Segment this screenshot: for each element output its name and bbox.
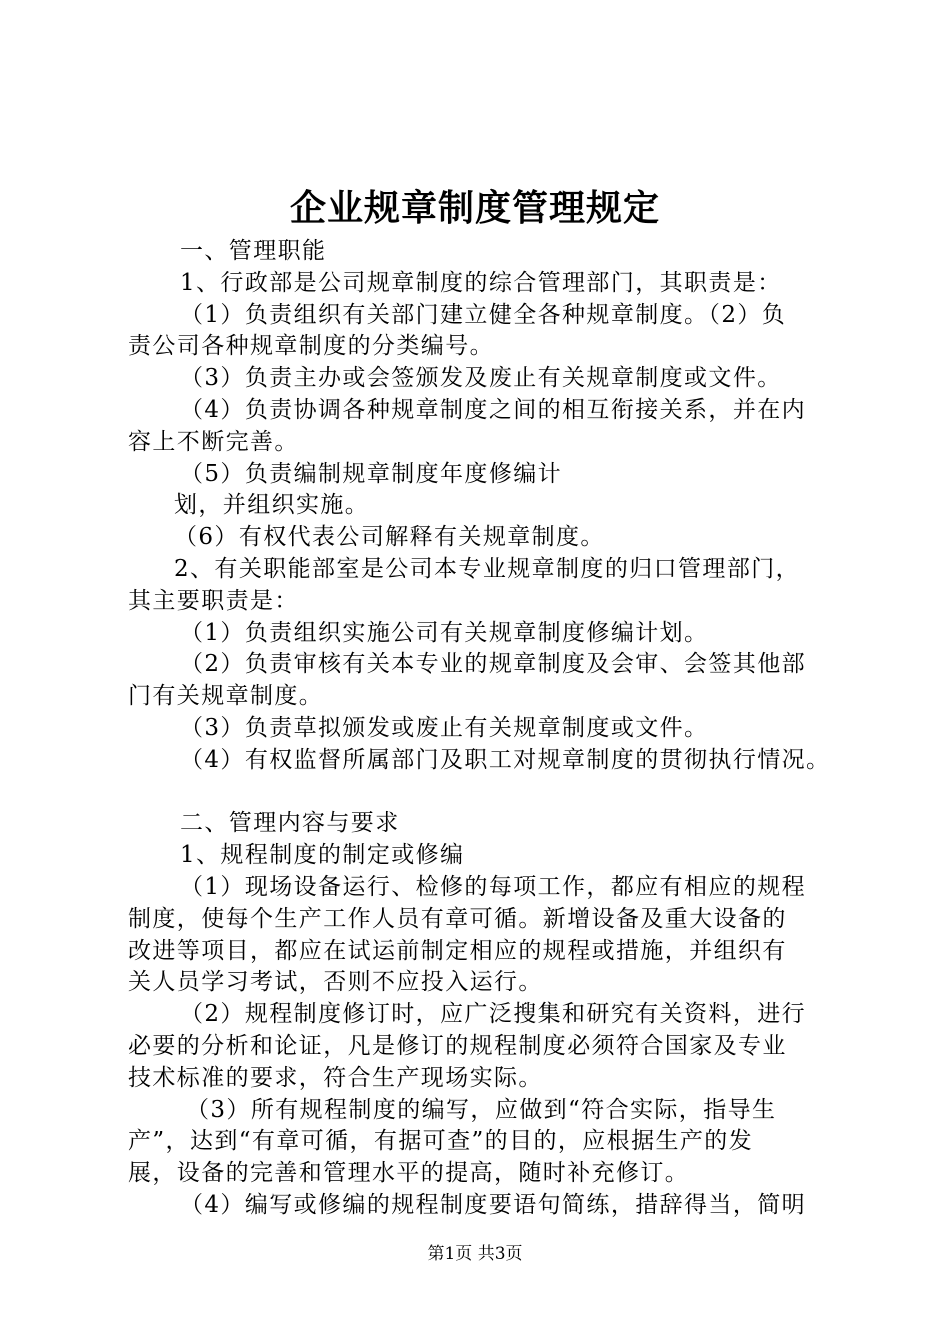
- paragraph-line: （2）规程制度修订时，应广泛搜集和研究有关资料，进行: [180, 1001, 807, 1028]
- paragraph-line: 改进等项目，都应在试运前制定相应的规程或措施，并组织有: [128, 937, 787, 964]
- paragraph-line: 技术标准的要求，符合生产现场实际。: [128, 1064, 543, 1091]
- document-body: [128, 236, 840, 1222]
- paragraph-line: 制度，使每个生产工作人员有章可循。新增设备及重大设备的: [128, 905, 787, 932]
- paragraph-line: 其主要职责是：: [128, 587, 299, 614]
- paragraph-line: 展，设备的完善和管理水平的提高，随时补充修订。: [128, 1160, 690, 1187]
- paragraph-line: （2）负责审核有关本专业的规章制度及会审、会签其他部: [180, 651, 807, 678]
- paragraph-line: 二、管理内容与要求: [180, 810, 400, 837]
- paragraph-line: （6）有权代表公司解释有关规章制度。: [174, 524, 605, 551]
- paragraph-line: （5）负责编制规章制度年度修编计: [180, 460, 563, 487]
- paragraph-line: （3）负责主办或会签颁发及废止有关规章制度或文件。: [180, 365, 782, 392]
- page-footer: 第1页 共3页: [427, 1244, 523, 1264]
- paragraph-line: （4）编写或修编的规程制度要语句简练，措辞得当，简明: [180, 1191, 807, 1218]
- paragraph-line: （1）负责组织实施公司有关规章制度修编计划。: [180, 619, 709, 646]
- paragraph-line: （4）有权监督所属部门及职工对规章制度的贯彻执行情况。: [180, 746, 831, 773]
- paragraph-line: 必要的分析和论证，凡是修订的规程制度必须符合国家及专业: [128, 1032, 787, 1059]
- paragraph-line: （4）负责协调各种规章制度之间的相互衔接关系，并在内: [180, 396, 807, 423]
- paragraph-line: 责公司各种规章制度的分类编号。: [128, 333, 494, 360]
- document-title: 企业规章制度管理规定: [289, 187, 660, 229]
- paragraph-line: 容上不断完善。: [128, 428, 299, 455]
- paragraph-line: 一、管理职能: [180, 238, 327, 264]
- paragraph-line: （1）现场设备运行、检修的每项工作，都应有相应的规程: [180, 873, 807, 900]
- paragraph-line: 关人员学习考试，否则不应投入运行。: [128, 969, 543, 996]
- paragraph-line: 1、规程制度的制定或修编: [180, 842, 465, 869]
- paragraph-line: （1）负责组织有关部门建立健全各种规章制度。（2）负: [180, 301, 787, 328]
- blank-line: [128, 777, 840, 809]
- paragraph-line: 产”，达到“有章可循，有据可查”的目的，应根据生产的发: [128, 1128, 754, 1155]
- paragraph-line: 划，并组织实施。: [174, 492, 370, 519]
- paragraph-line: 2、有关职能部室是公司本专业规章制度的归口管理部门，: [174, 555, 801, 582]
- paragraph-line: （3）负责草拟颁发或废止有关规章制度或文件。: [180, 714, 709, 741]
- paragraph-line: 门有关规章制度。: [128, 683, 324, 710]
- paragraph-line: （3）所有规程制度的编写，应做到“符合实际，指导生: [186, 1096, 777, 1123]
- paragraph-line: 1、行政部是公司规章制度的综合管理部门，其职责是：: [180, 269, 782, 296]
